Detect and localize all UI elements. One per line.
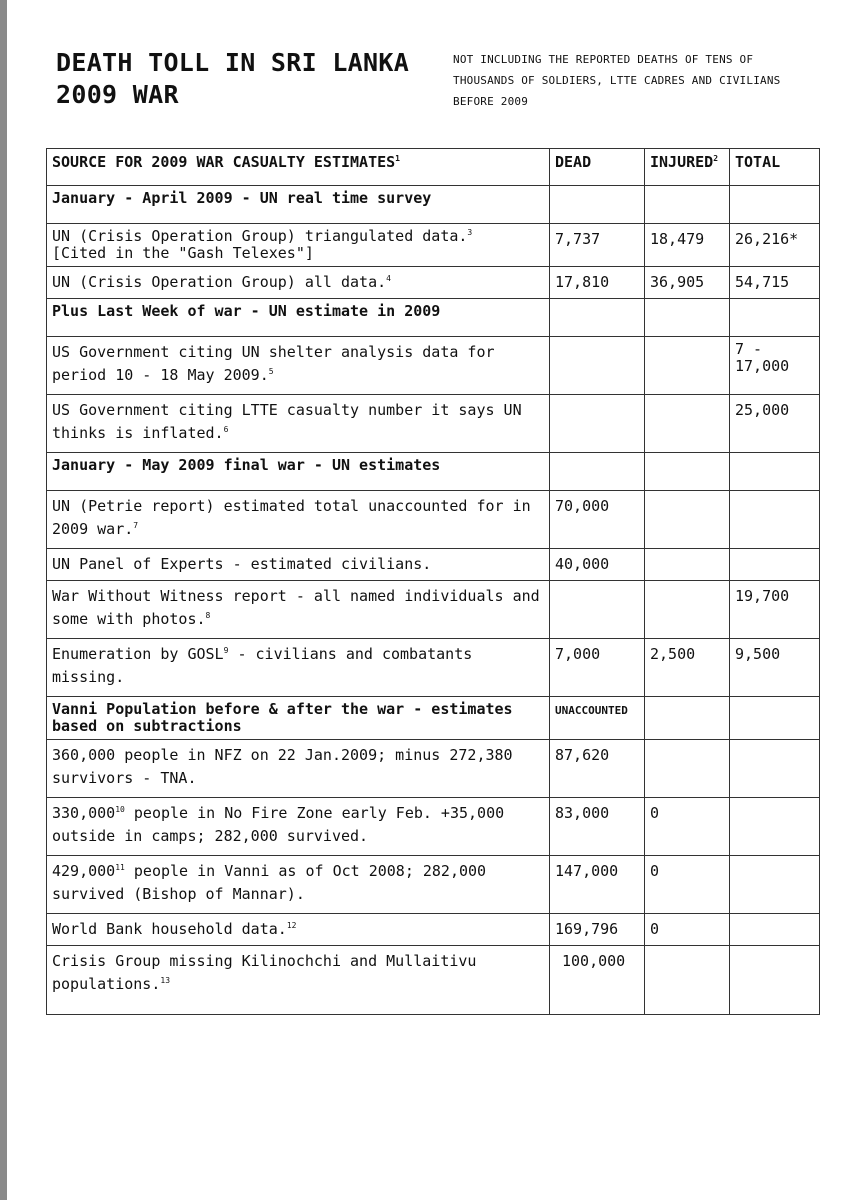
cell-source: War Without Witness report - all named individuals and some with photos.$^8$ <box>47 581 550 639</box>
section-row <box>47 186 820 224</box>
cell-injured: 18,479 <box>645 224 730 267</box>
table-row <box>47 798 820 856</box>
page-title <box>56 47 409 111</box>
table-row <box>47 549 820 581</box>
cell-injured <box>645 549 730 581</box>
cell-dead: 40,000 <box>550 549 645 581</box>
cell-injured <box>645 740 730 798</box>
section-label: January - May 2009 final war - UN estimates <box>47 453 550 491</box>
cell-total <box>730 798 820 856</box>
page-edge <box>0 0 7 1200</box>
table-row <box>47 267 820 299</box>
cell-injured: 0 <box>645 856 730 914</box>
cell-injured <box>645 946 730 1015</box>
table-row <box>47 224 820 267</box>
cell-total: 25,000 <box>730 395 820 453</box>
cell-injured: 2,500 <box>645 639 730 697</box>
table-row <box>47 946 820 1015</box>
section-label: January - April 2009 - UN real time survey <box>47 186 550 224</box>
header-dead: DEAD <box>550 149 645 186</box>
cell-total <box>730 740 820 798</box>
cell-total <box>730 491 820 549</box>
cell-total: 54,715 <box>730 267 820 299</box>
cell-dead: 17,810 <box>550 267 645 299</box>
cell-total: 9,500 <box>730 639 820 697</box>
cell-source: UN (Crisis Operation Group) triangulated data.$^3$ [Cited in the "Gash Telexes"] <box>47 224 550 267</box>
header-total: TOTAL <box>730 149 820 186</box>
cell-source: 330,000$^{10}$ people in No Fire Zone early Feb. +35,000 outside in camps; 282,000 survived. <box>47 798 550 856</box>
cell-source: UN (Petrie report) estimated total unaccounted for in 2009 war.$^7$ <box>47 491 550 549</box>
cell-source: UN (Crisis Operation Group) all data.$^4$ <box>47 267 550 299</box>
cell-dead: 169,796 <box>550 914 645 946</box>
cell-total: 26,216* <box>730 224 820 267</box>
cell-source: UN Panel of Experts - estimated civilians. <box>47 549 550 581</box>
cell-total: 7 - 17,000 <box>730 337 820 395</box>
cell-total: 19,700 <box>730 581 820 639</box>
cell-source: US Government citing LTTE casualty number it says UN thinks is inflated.$^6$ <box>47 395 550 453</box>
cell-injured <box>645 337 730 395</box>
cell-dead <box>550 581 645 639</box>
cell-source: US Government citing UN shelter analysis data for period 10 - 18 May 2009.$^5$ <box>47 337 550 395</box>
cell-dead <box>550 395 645 453</box>
cell-total <box>730 946 820 1015</box>
title-line-1: DEATH TOLL IN SRI LANKA <box>56 48 410 77</box>
cell-source: Crisis Group missing Kilinochchi and Mullaitivu populations.$^{13}$ <box>47 946 550 1015</box>
section-row <box>47 697 820 740</box>
cell-dead: 100,000 <box>550 946 645 1015</box>
table-row <box>47 914 820 946</box>
cell-dead: 147,000 <box>550 856 645 914</box>
section-row <box>47 453 820 491</box>
cell-total <box>730 914 820 946</box>
table-row <box>47 740 820 798</box>
cell-total <box>730 856 820 914</box>
cell-dead: 87,620 <box>550 740 645 798</box>
header-source: SOURCE FOR 2009 WAR CASUALTY ESTIMATES$^1$ <box>47 149 550 186</box>
cell-dead: 70,000 <box>550 491 645 549</box>
cell-source: 429,000$^{11}$ people in Vanni as of Oct 2008; 282,000 survived (Bishop of Mannar). <box>47 856 550 914</box>
cell-dead: 7,000 <box>550 639 645 697</box>
section-row <box>47 299 820 337</box>
subtitle-note: NOT INCLUDING THE REPORTED DEATHS OF TENS OF THOUSANDS OF SOLDIERS, LTTE CADRES AND CIVILIANS BEFORE 2009 <box>453 53 781 108</box>
section-label: Plus Last Week of war - UN estimate in 2009 <box>47 299 550 337</box>
cell-dead: 83,000 <box>550 798 645 856</box>
table-row <box>47 639 820 697</box>
header-injured: INJURED$^2$ <box>645 149 730 186</box>
cell-injured <box>645 581 730 639</box>
table-row <box>47 395 820 453</box>
table-header-row <box>47 149 820 186</box>
casualty-table <box>46 148 820 1015</box>
cell-injured: 0 <box>645 798 730 856</box>
table-row <box>47 581 820 639</box>
title-line-2: 2009 WAR <box>56 80 179 109</box>
cell-injured: 36,905 <box>645 267 730 299</box>
cell-total <box>730 549 820 581</box>
unaccounted-label: UNACCOUNTED <box>550 697 645 740</box>
table-row <box>47 337 820 395</box>
cell-source: 360,000 people in NFZ on 22 Jan.2009; minus 272,380 survivors - TNA. <box>47 740 550 798</box>
cell-injured <box>645 395 730 453</box>
table-row <box>47 491 820 549</box>
table-row <box>47 856 820 914</box>
cell-source: Enumeration by GOSL$^9$ - civilians and combatants missing. <box>47 639 550 697</box>
cell-source: World Bank household data.$^{12}$ <box>47 914 550 946</box>
section-label: Vanni Population before & after the war - estimates based on subtractions <box>47 697 550 740</box>
cell-injured: 0 <box>645 914 730 946</box>
cell-dead <box>550 337 645 395</box>
cell-injured <box>645 491 730 549</box>
cell-dead: 7,737 <box>550 224 645 267</box>
